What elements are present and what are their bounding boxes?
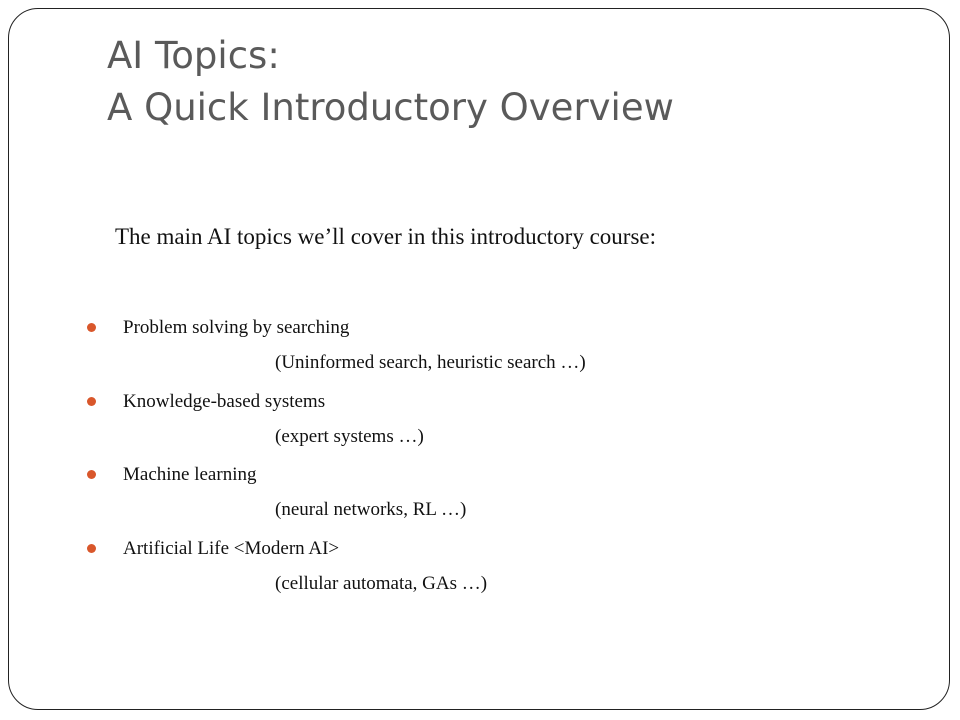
topic-detail: (expert systems …): [275, 426, 424, 447]
topic-detail: (neural networks, RL …): [275, 499, 467, 520]
slide-title-line-2: A Quick Introductory Overview: [107, 86, 674, 129]
intro-text: The main AI topics we’ll cover in this introductory course:: [115, 224, 657, 249]
slide-title: [107, 30, 674, 134]
topic-detail: (cellular automata, GAs …): [275, 573, 488, 594]
topic-label: Machine learning: [123, 464, 257, 485]
topic-label: Problem solving by searching: [123, 317, 350, 338]
bullet-icon: [87, 323, 96, 332]
topic-detail: (Uninformed search, heuristic search …): [275, 352, 586, 373]
topic-label: Artificial Life <Modern AI>: [123, 538, 340, 559]
bullet-icon: [87, 397, 96, 406]
slide-title-line-1: AI Topics:: [107, 34, 280, 77]
bullet-icon: [87, 470, 96, 479]
bullet-icon: [87, 544, 96, 553]
topic-label: Knowledge-based systems: [123, 391, 326, 412]
